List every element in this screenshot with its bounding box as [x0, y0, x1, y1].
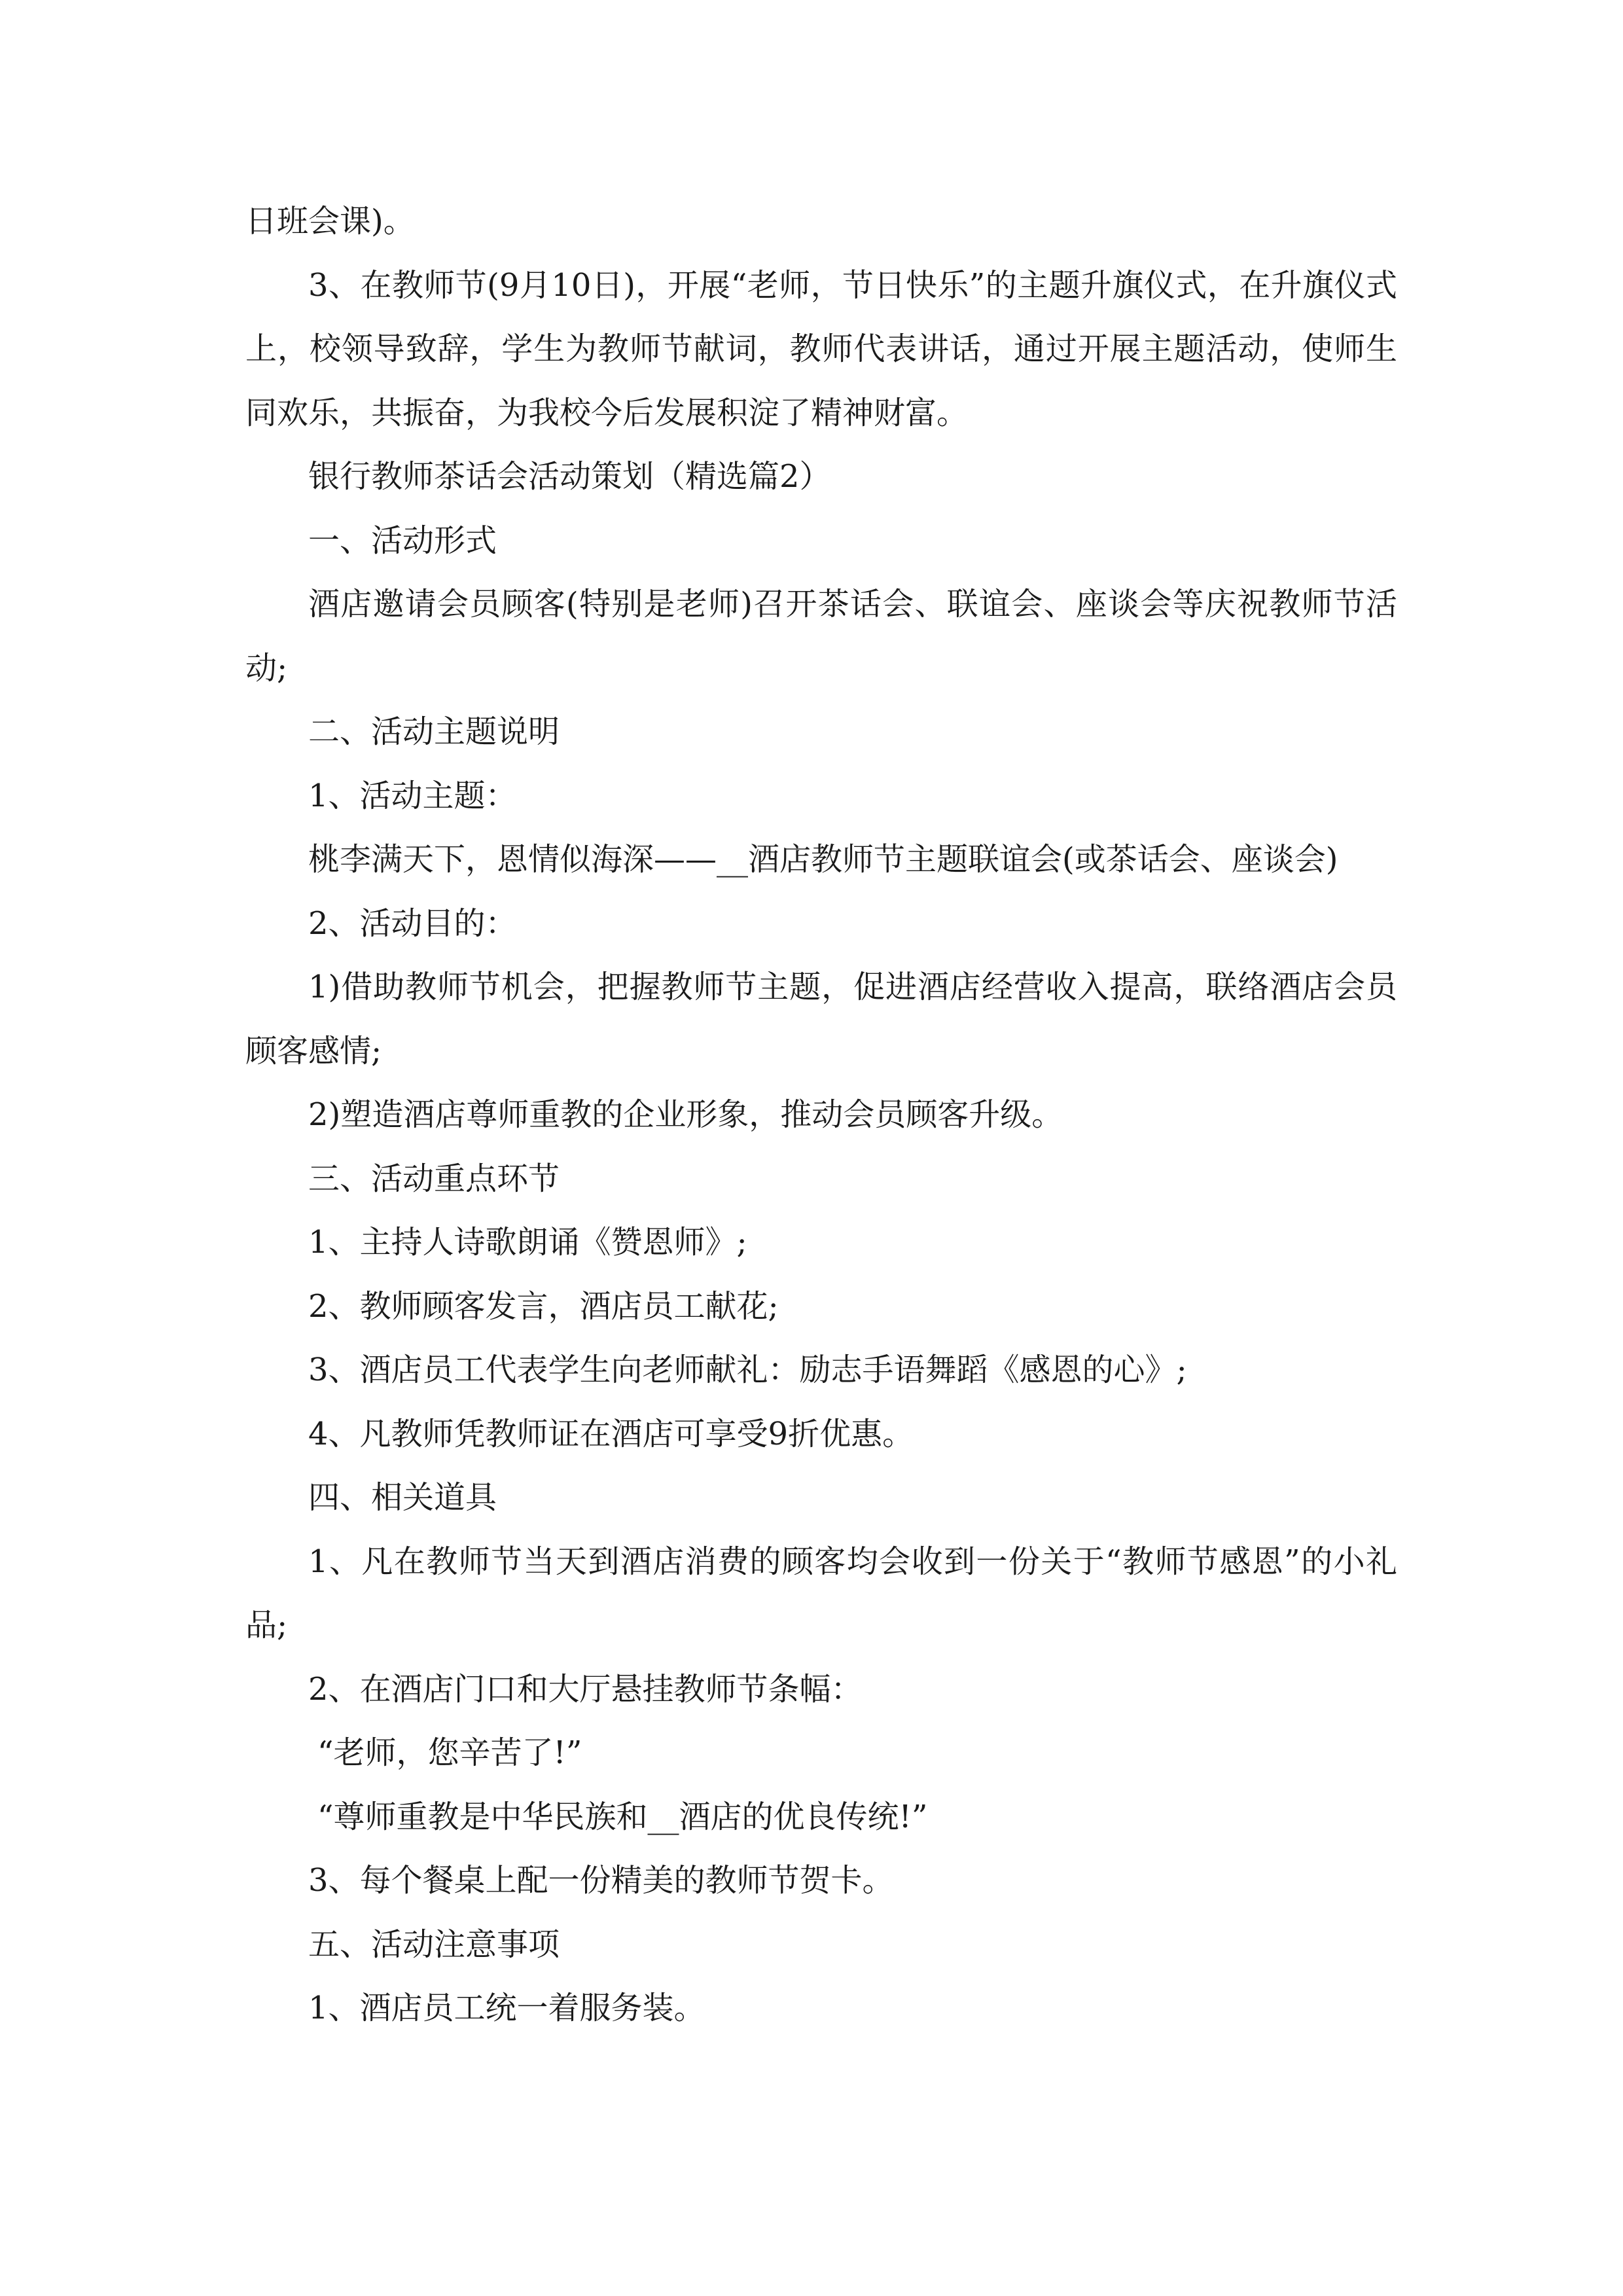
item-segment-1: 1、主持人诗歌朗诵《赞恩师》;: [308, 1224, 747, 1261]
item-notes-1: 1、酒店员工统一着服务装。: [308, 1990, 705, 2026]
banner-slogan-1: “老师，您辛苦了!”: [317, 1734, 582, 1771]
heading-theme-description: 二、活动主题说明: [308, 713, 560, 750]
paragraph-activity-form: 酒店邀请会员顾客(特别是老师)召开茶话会、联谊会、座谈会等庆祝教师节活动;: [245, 586, 1397, 687]
paragraph-class-meeting-end: 日班会课)。: [245, 203, 415, 240]
banner-slogan-2: “尊师重教是中华民族和__酒店的优良传统!”: [317, 1798, 928, 1835]
item-props-1: 1、凡在教师节当天到酒店消费的顾客均会收到一份关于“教师节感恩”的小礼品;: [245, 1543, 1397, 1643]
document-body: [245, 190, 1397, 2041]
item-segment-4: 4、凡教师凭教师证在酒店可享受9折优惠。: [308, 1415, 914, 1452]
heading-activity-form: 一、活动形式: [308, 522, 497, 559]
paragraph-purpose-2: 2)塑造酒店尊师重教的企业形象，推动会员顾客升级。: [308, 1096, 1063, 1133]
paragraph-theme-text: 桃李满天下，恩情似海深——__酒店教师节主题联谊会(或茶话会、座谈会): [308, 841, 1338, 878]
paragraph-purpose-1: 1)借助教师节机会，把握教师节主题，促进酒店经营收入提高，联络酒店会员顾客感情;: [245, 969, 1397, 1069]
item-props-2: 2、在酒店门口和大厅悬挂教师节条幅：: [308, 1670, 863, 1708]
item-segment-2: 2、教师顾客发言，酒店员工献花;: [308, 1287, 779, 1325]
heading-related-props: 四、相关道具: [308, 1479, 497, 1516]
heading-key-segments: 三、活动重点环节: [308, 1160, 560, 1197]
heading-notes: 五、活动注意事项: [308, 1926, 560, 1963]
item-segment-3: 3、酒店员工代表学生向老师献礼：励志手语舞蹈《感恩的心》;: [308, 1352, 1187, 1388]
item-activity-purpose: 2、活动目的：: [308, 905, 517, 942]
item-props-3: 3、每个餐桌上配一份精美的教师节贺卡。: [308, 1862, 894, 1899]
paragraph-teachers-day-flag-ceremony: 3、在教师节(9月10日)，开展“老师，节日快乐”的主题升旗仪式，在升旗仪式上，校领导致辞，学生为教师节献词，教师代表讲话，通过开展主题活动，使师生同欢乐，共振奋，为我校今后发展积淀了精神财富。: [245, 266, 1397, 431]
item-activity-theme: 1、活动主题：: [308, 777, 517, 814]
section-title-plan-2: 银行教师茶话会活动策划（精选篇2）: [308, 458, 831, 495]
